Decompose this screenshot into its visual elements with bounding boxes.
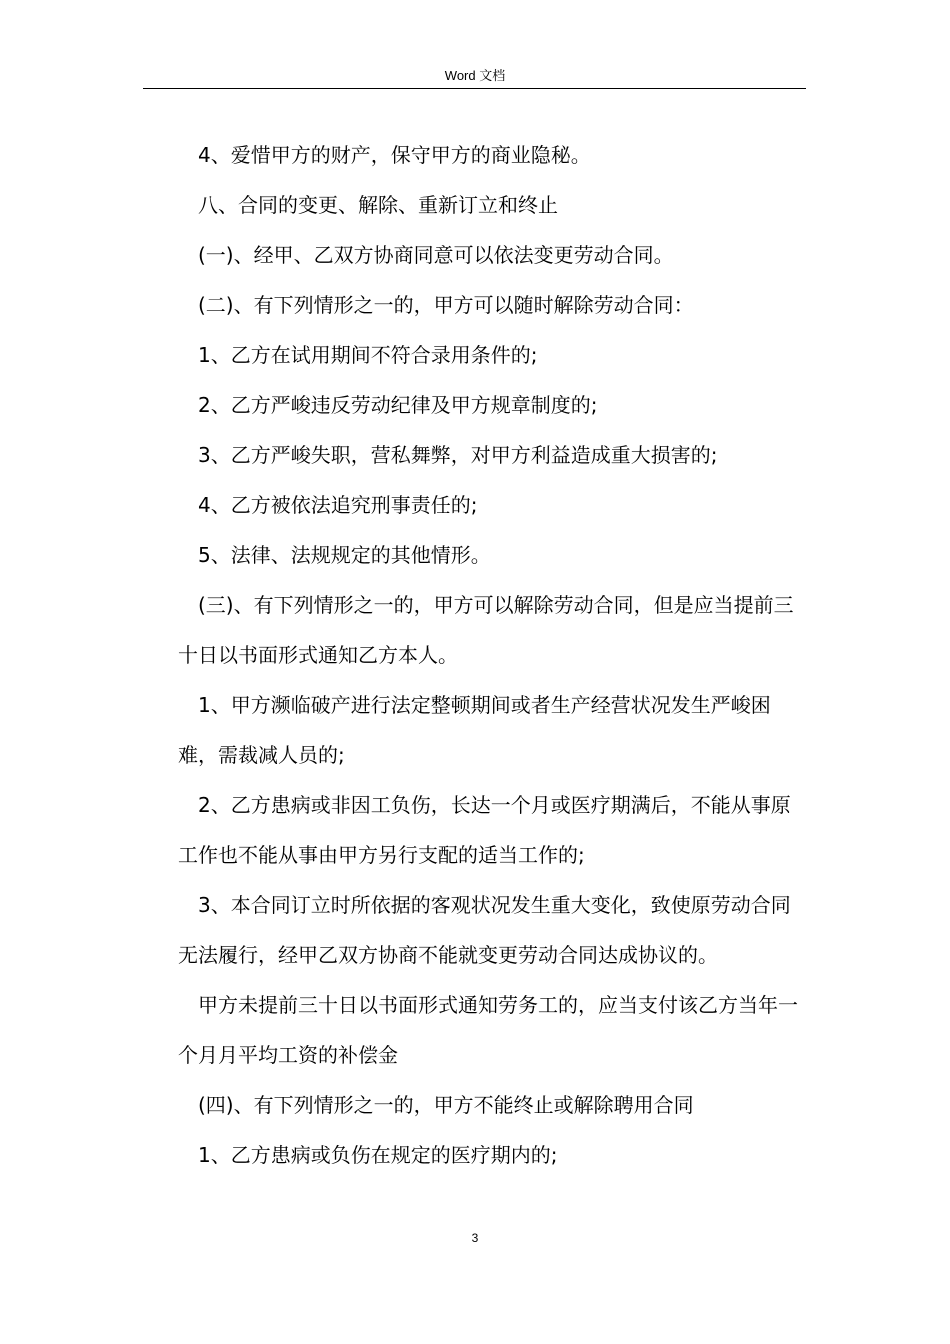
document-body (178, 130, 808, 1180)
paragraph: 甲方未提前三十日以书面形式通知劳务工的，应当支付该乙方当年一个月月平均工资的补偿金 (178, 993, 798, 1067)
paragraph: (三)、有下列情形之一的，甲方可以解除劳动合同，但是应当提前三十日以书面形式通知乙方本人。 (178, 593, 794, 667)
page-header-title: Word 文档 (444, 68, 506, 83)
list-item: 3、乙方严峻失职，营私舞弊，对甲方利益造成重大损害的; (198, 443, 718, 467)
section-heading: 八、合同的变更、解除、重新订立和终止 (198, 193, 558, 217)
paragraph: (一)、经甲、乙双方协商同意可以依法变更劳动合同。 (198, 243, 674, 267)
header-divider (143, 88, 806, 89)
paragraph: (四)、有下列情形之一的，甲方不能终止或解除聘用合同 (198, 1093, 694, 1117)
paragraph: 4、爱惜甲方的财产，保守甲方的商业隐秘。 (198, 143, 591, 167)
list-item: 3、本合同订立时所依据的客观状况发生重大变化，致使原劳动合同无法履行，经甲乙双方协商不能就变更劳动合同达成协议的。 (178, 893, 791, 967)
list-item: 1、乙方患病或负伤在规定的医疗期内的; (198, 1143, 558, 1167)
list-item: 2、乙方患病或非因工负伤，长达一个月或医疗期满后，不能从事原工作也不能从事由甲方另行支配的适当工作的; (178, 793, 791, 867)
list-item: 4、乙方被依法追究刑事责任的; (198, 493, 478, 517)
list-item: 2、乙方严峻违反劳动纪律及甲方规章制度的; (198, 393, 598, 417)
paragraph: (二)、有下列情形之一的，甲方可以随时解除劳动合同： (198, 293, 694, 317)
list-item: 1、甲方濒临破产进行法定整顿期间或者生产经营状况发生严峻困难，需裁减人员的; (178, 693, 771, 767)
list-item: 1、乙方在试用期间不符合录用条件的; (198, 343, 538, 367)
list-item: 5、法律、法规规定的其他情形。 (198, 543, 491, 567)
page-number: 3 (471, 1231, 479, 1245)
